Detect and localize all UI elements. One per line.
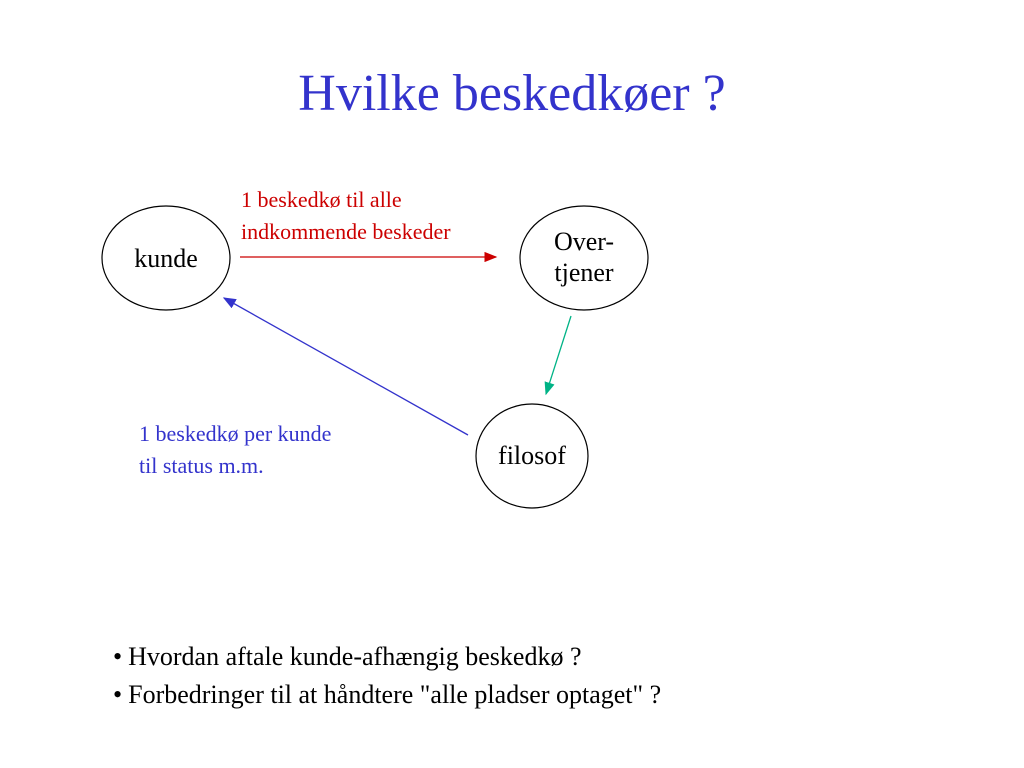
edge-label-status-queue [139,418,331,482]
edge-label-status-queue-line2: til status m.m. [139,453,264,478]
edge-label-to-server [241,184,451,248]
slide-title: Hvilke beskedkøer ? [298,65,726,122]
node-label-overtjener [524,226,644,288]
arrow-overtjener-to-filosof [546,316,571,394]
bullet-list [113,638,661,714]
arrow-filosof-to-kunde [224,298,468,435]
edge-label-to-server-line1: 1 beskedkø til alle [241,187,402,212]
node-label-kunde: kunde [134,244,198,273]
edge-label-status-queue-line1: 1 beskedkø per kunde [139,421,332,446]
bullet-item: • Forbedringer til at håndtere "alle pladser optaget" ? [113,676,661,714]
edge-label-to-server-line2: indkommende beskeder [241,219,451,244]
bullet-item: • Hvordan aftale kunde-afhængig beskedkø ? [113,638,661,676]
node-label-filosof: filosof [498,441,566,470]
node-label-overtjener-line2: tjener [554,258,614,287]
node-label-overtjener-line1: Over- [553,227,615,256]
